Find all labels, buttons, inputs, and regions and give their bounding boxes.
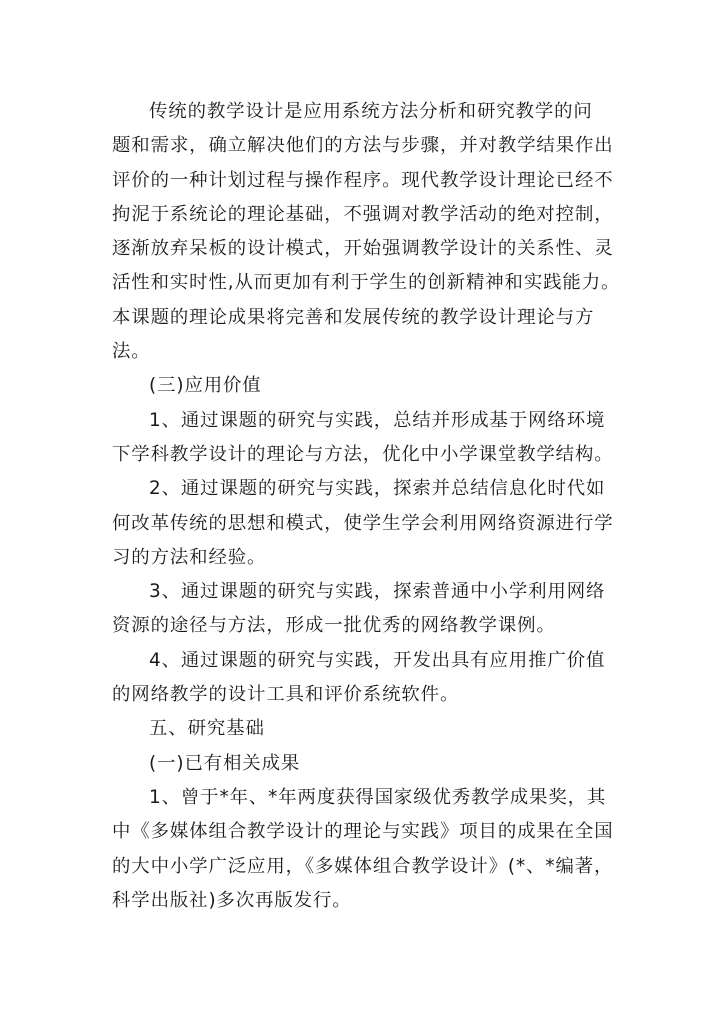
text-line: 4、通过课题的研究与实践，开发出具有应用推广价值 xyxy=(149,649,606,671)
subsection-heading-existing-results xyxy=(112,747,618,781)
paragraph-item-1 xyxy=(112,404,618,473)
text-line: 科学出版社)多次再版发行。 xyxy=(112,889,352,911)
text-line: 2、通过课题的研究与实践，探索并总结信息化时代如 xyxy=(149,478,606,500)
text-line: 中《多媒体组合教学设计的理论与实践》项目的成果在全国 xyxy=(112,821,614,843)
text-line: 1、曾于*年、*年两度获得国家级优秀教学成果奖，其 xyxy=(149,786,607,808)
heading-line: (三)应用价值 xyxy=(149,375,262,397)
paragraph-intro xyxy=(112,95,621,369)
text-line: 法。 xyxy=(112,341,151,363)
text-line: 活性和实时性,从而更加有利于学生的创新精神和实践能力。 xyxy=(112,272,621,294)
text-line: 题和需求，确立解决他们的方法与步骤，并对教学结果作出 xyxy=(112,135,614,157)
paragraph-item-4 xyxy=(112,644,618,713)
text-line: 3、通过课题的研究与实践，探索普通中小学利用网络 xyxy=(149,581,606,603)
paragraph-item-3 xyxy=(112,575,618,644)
section-heading-application-value xyxy=(112,369,618,403)
text-line: 传统的教学设计是应用系统方法分析和研究教学的问 xyxy=(149,101,593,122)
text-line: 评价的一种计划过程与操作程序。现代教学设计理论已经不 xyxy=(112,169,614,191)
text-line: 习的方法和经验。 xyxy=(112,546,267,568)
text-line: 的大中小学广泛应用，《多媒体组合教学设计》(*、*编著， xyxy=(112,855,614,877)
paragraph-item-2 xyxy=(112,472,618,575)
text-line: 本课题的理论成果将完善和发展传统的教学设计理论与方 xyxy=(112,306,595,328)
text-line: 拘泥于系统论的理论基础，不强调对教学活动的绝对控制， xyxy=(112,203,614,225)
paragraph-result-1 xyxy=(112,781,618,918)
text-line: 下学科教学设计的理论与方法，优化中小学课堂教学结构。 xyxy=(112,443,614,465)
text-line: 的网络教学的设计工具和评价系统软件。 xyxy=(112,684,460,706)
heading-line: 五、研究基础 xyxy=(149,718,265,740)
text-line: 1、通过课题的研究与实践，总结并形成基于网络环境 xyxy=(149,409,606,431)
heading-line: (一)已有相关成果 xyxy=(149,752,301,774)
document-page xyxy=(112,95,621,918)
text-line: 何改革传统的思想和模式，使学生学会利用网络资源进行学 xyxy=(112,512,614,534)
text-line: 逐渐放弃呆板的设计模式，开始强调教学设计的关系性、灵 xyxy=(112,238,614,260)
text-line: 资源的途径与方法，形成一批优秀的网络教学课例。 xyxy=(112,615,556,637)
section-heading-research-basis xyxy=(112,712,618,746)
